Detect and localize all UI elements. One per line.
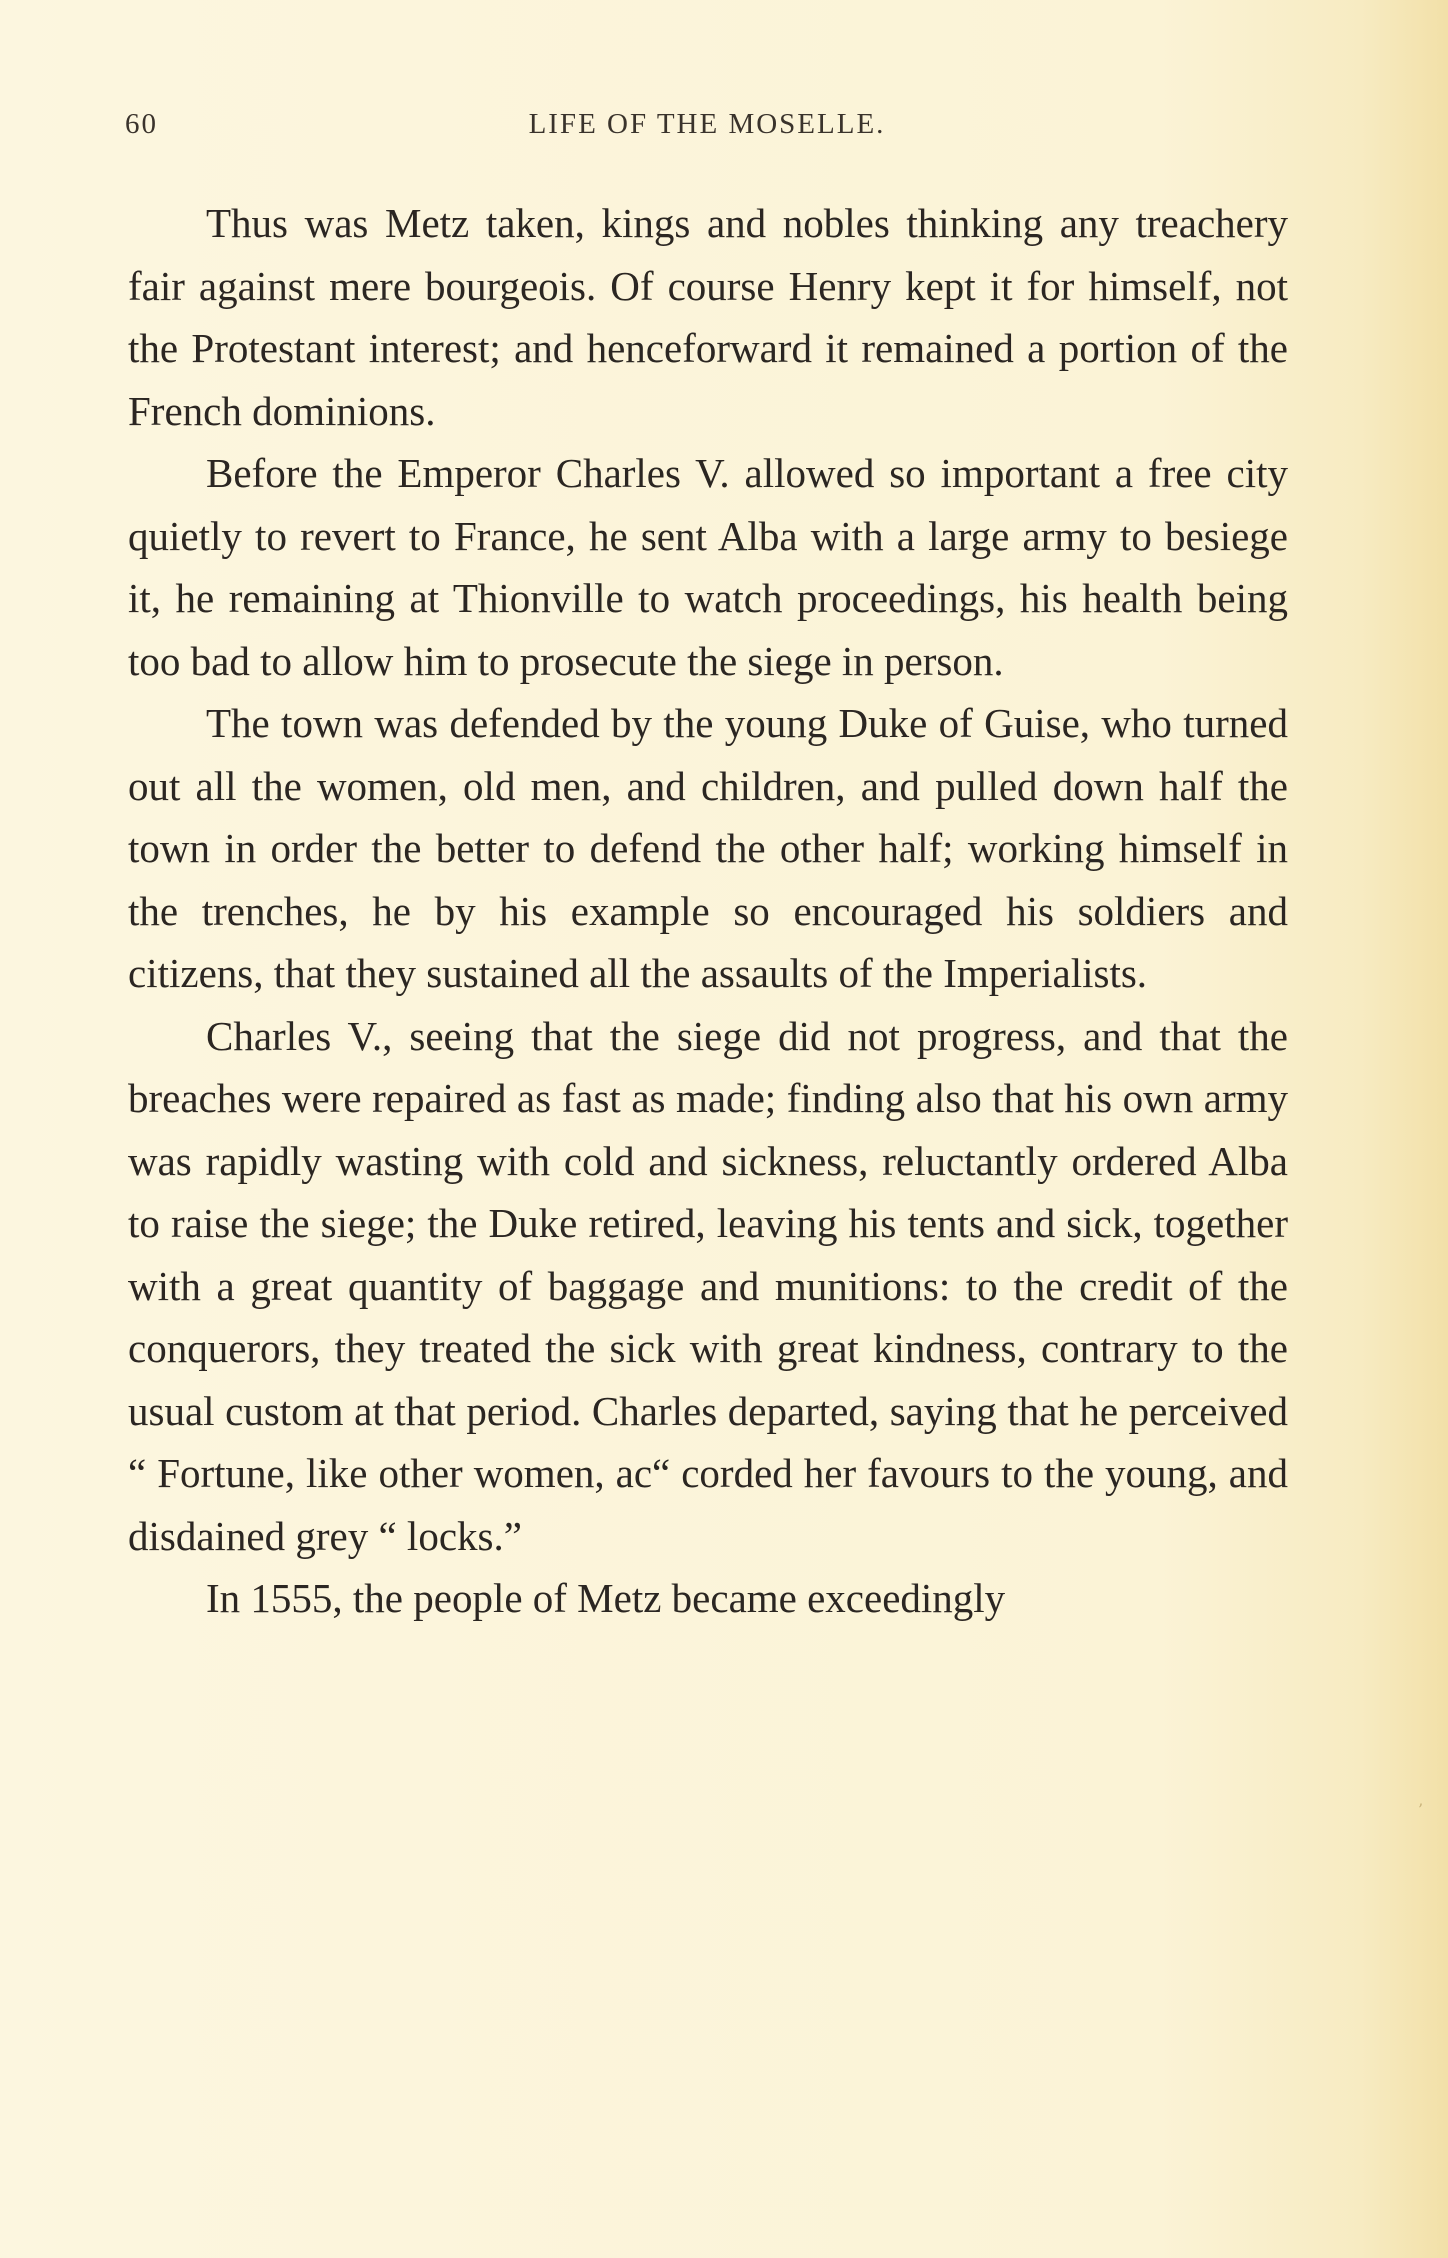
running-head xyxy=(125,108,1289,148)
page-number: 60 xyxy=(125,108,158,140)
paragraph-3: The town was defended by the young Duke of Guise, who turned out all the women, old men, and children, and pulled down half the town in order the better to defend the other half; working himself in the trenches, he by his example so encouraged his soldiers and citizens, that they sustained all the assaults of the Imperialists. xyxy=(128,700,1288,996)
margin-mark: ’ xyxy=(1418,1800,1424,1819)
paragraph-2: Before the Emperor Charles V. allowed so important a free city quietly to revert to France, he sent Alba with a large army to besiege it, he remaining at Thionville to watch proceedings, his health being too bad to allow him to prosecute the siege in person. xyxy=(128,450,1288,684)
paragraph-4: Charles V., seeing that the siege did not progress, and that the breaches were repaired as fast as made; finding also that his own army was rapidly wasting with cold and sickness, reluctantly ordered Alba to raise the siege; the Duke retired, leaving his tents and sick, together with a great quantity of baggage and munitions: to the credit of the conquerors, they treated the sick with great kindness, contrary to the usual custom at that period. Charles departed, saying that he perceived “ Fortune, like other women, ac“ corded her favours to the young, and disdained grey “ locks.” xyxy=(128,1012,1288,1559)
running-title: LIFE OF THE MOSELLE. xyxy=(528,108,886,140)
body-text xyxy=(128,192,1288,1630)
paragraph-1: Thus was Metz taken, kings and nobles thinking any treachery fair against mere bourgeois. Of course Henry kept it for himself, not the Protestant interest; and henceforward it remained a portion of the French dominions. xyxy=(128,200,1288,434)
paragraph-5: In 1555, the people of Metz became exceedingly xyxy=(206,1575,1006,1621)
